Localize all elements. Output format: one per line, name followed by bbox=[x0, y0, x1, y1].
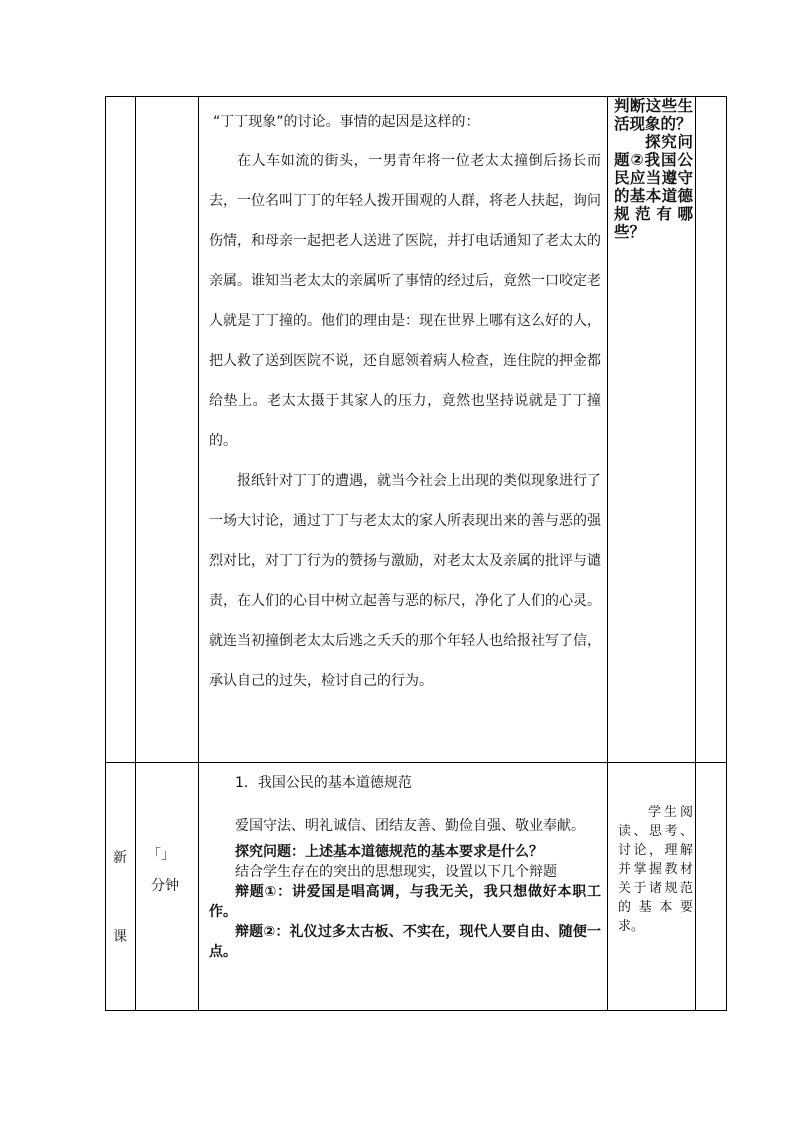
content-cell bbox=[199, 97, 608, 763]
time-cell bbox=[136, 97, 199, 763]
section-heading: 1．我国公民的基本道德规范 bbox=[235, 775, 412, 791]
time-cell bbox=[136, 763, 199, 1011]
notes-cell bbox=[696, 763, 727, 1011]
stage-label-bottom: 课 bbox=[113, 929, 127, 945]
inquiry-question-2: 探究问题②我国公民应当遵守的基本道德规范有哪些？ bbox=[614, 133, 693, 241]
stage-label-cell bbox=[106, 763, 136, 1011]
debate-topic-2: 辩题②：礼仪过多太古板、不实在，现代人要自由、随便一点。 bbox=[209, 924, 601, 960]
stage-label-top: 新 bbox=[113, 850, 127, 866]
norms-text: 爱国守法、明礼诚信、团结友善、勤俭自强、敬业奉献。 bbox=[235, 818, 585, 834]
student-activity: 学生阅读、思考、讨论，理解并掌握教材关于诸规范的基本要求。 bbox=[618, 805, 693, 934]
question-fragment: 判断这些生活现象的？ bbox=[614, 97, 693, 133]
time-blank: 「」 bbox=[147, 847, 175, 863]
inquiry-question: 探究问题：上述基本道德规范的基本要求是什么？ bbox=[235, 844, 543, 860]
activity-cell bbox=[608, 763, 696, 1011]
time-unit: 分钟 bbox=[151, 878, 179, 894]
stage-cell bbox=[106, 97, 136, 763]
table-row bbox=[106, 763, 727, 1011]
lesson-plan-table bbox=[105, 96, 727, 1011]
case-discussion: 报纸针对丁丁的遭遇，就当今社会上出现的类似现象进行了一场大讨论，通过丁丁与老太太的家人所表现出来的善与恶的强烈对比，对丁丁行为的赞扬与激励，对老太太及亲属的批评与谴责，在人们的心目中树立起善与恶的标尺，净化了人们的心灵。就连当初撞倒老太太后逃之夭夭的那个年轻人也给报社写了信，承认自己的过失，检讨自己的行为。 bbox=[209, 473, 601, 689]
transition-text: 结合学生存在的突出的思想现实，设置以下几个辩题 bbox=[235, 864, 557, 880]
content-cell bbox=[199, 763, 608, 1011]
table-row bbox=[106, 97, 727, 763]
debate-topic-1: 辩题①：讲爱国是唱高调，与我无关，我只想做好本职工作。 bbox=[209, 884, 601, 920]
case-story: 在人车如流的街头，一男青年将一位老太太撞倒后扬长而去，一位名叫丁丁的年轻人拨开围观的人群，将老人扶起，询问伤情，和母亲一起把老人送进了医院，并打电话通知了老太太的亲属。谁知当老太太的亲属听了事情的经过后，竟然一口咬定老人就是丁丁撞的。他们的理由是：现在世界上哪有这么好的人，把人救了送到医院不说，还自愿领着病人检查，连住院的押金都给垫上。老太太摄于其家人的压力，竟然也坚持说就是丁丁撞的。 bbox=[209, 153, 601, 449]
question-cell bbox=[608, 97, 696, 763]
case-intro: “丁丁现象”的讨论。事情的起因是这样的： bbox=[213, 114, 480, 130]
notes-cell bbox=[696, 97, 727, 763]
